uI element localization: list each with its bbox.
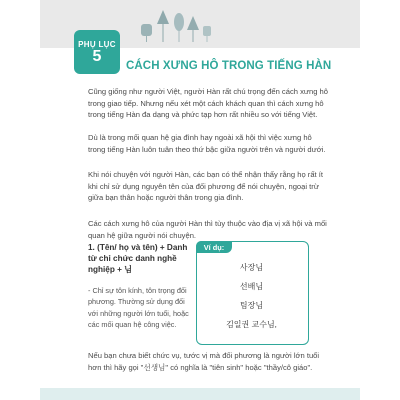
paragraph-3: Khi nói chuyện với người Hàn, các bạn có thể nhận thấy rằng họ rất ít khi chỉ sử dụng nguyên tên của đối phương để nói chuyện, ngoại trừ giữa bạn thân hoặc người thân trong gia đình. — [88, 170, 323, 202]
appendix-badge — [74, 30, 120, 74]
example-item: 김일권 교수님, — [226, 320, 277, 329]
example-item: 사장님 — [239, 263, 264, 272]
paragraph-4: Các cách xưng hô của người Hàn thì tùy thuộc vào địa vị xã hội và mối quan hệ giữa người nói chuyện. — [88, 219, 327, 240]
footer-band — [40, 388, 360, 400]
example-item: 팀장님 — [239, 301, 264, 310]
paragraph-1: Cũng giống như người Việt, người Hàn rất chú trọng đến cách xưng hô trong giao tiếp. Nhưng nếu xét một cách khách quan thì cách xưng hô trong tiếng Hàn đa dạng và phức tạp hơn rất nhiều so với tiếng Việt. — [88, 87, 328, 119]
bottom-paragraph: Nếu bạn chưa biết chức vụ, tước vị mà đối phương là người lớn tuổi hơn thì hãy gọi "선생님" có nghĩa là "tiên sinh" hoặc "thầy/cô giáo". — [88, 351, 320, 372]
trees-decoration — [135, 6, 215, 44]
section-heading: 1. (Tên/ họ và tên) + Danh từ chỉ chức danh nghề nghiệp + 님 — [88, 243, 188, 274]
chapter-title: CÁCH XƯNG HÔ TRONG TIẾNG HÀN — [126, 60, 332, 72]
example-label: Ví dụ: — [196, 241, 232, 253]
example-item: 선배님 — [239, 282, 264, 291]
appendix-label: PHỤ LỤC — [78, 39, 116, 49]
appendix-number: 5 — [92, 47, 102, 65]
paragraph-2: Dù là trong mối quan hệ gia đình hay ngoài xã hội thì việc xưng hô trong tiếng Hàn luôn tuân theo thứ bậc giữa người trên và người dưới. — [88, 133, 326, 154]
section-note: - Chỉ sự tôn kính, tôn trọng đối phương. Thường sử dụng đối với những người lớn tuổi, hoặc các mối quan hệ công việc. — [88, 286, 189, 329]
